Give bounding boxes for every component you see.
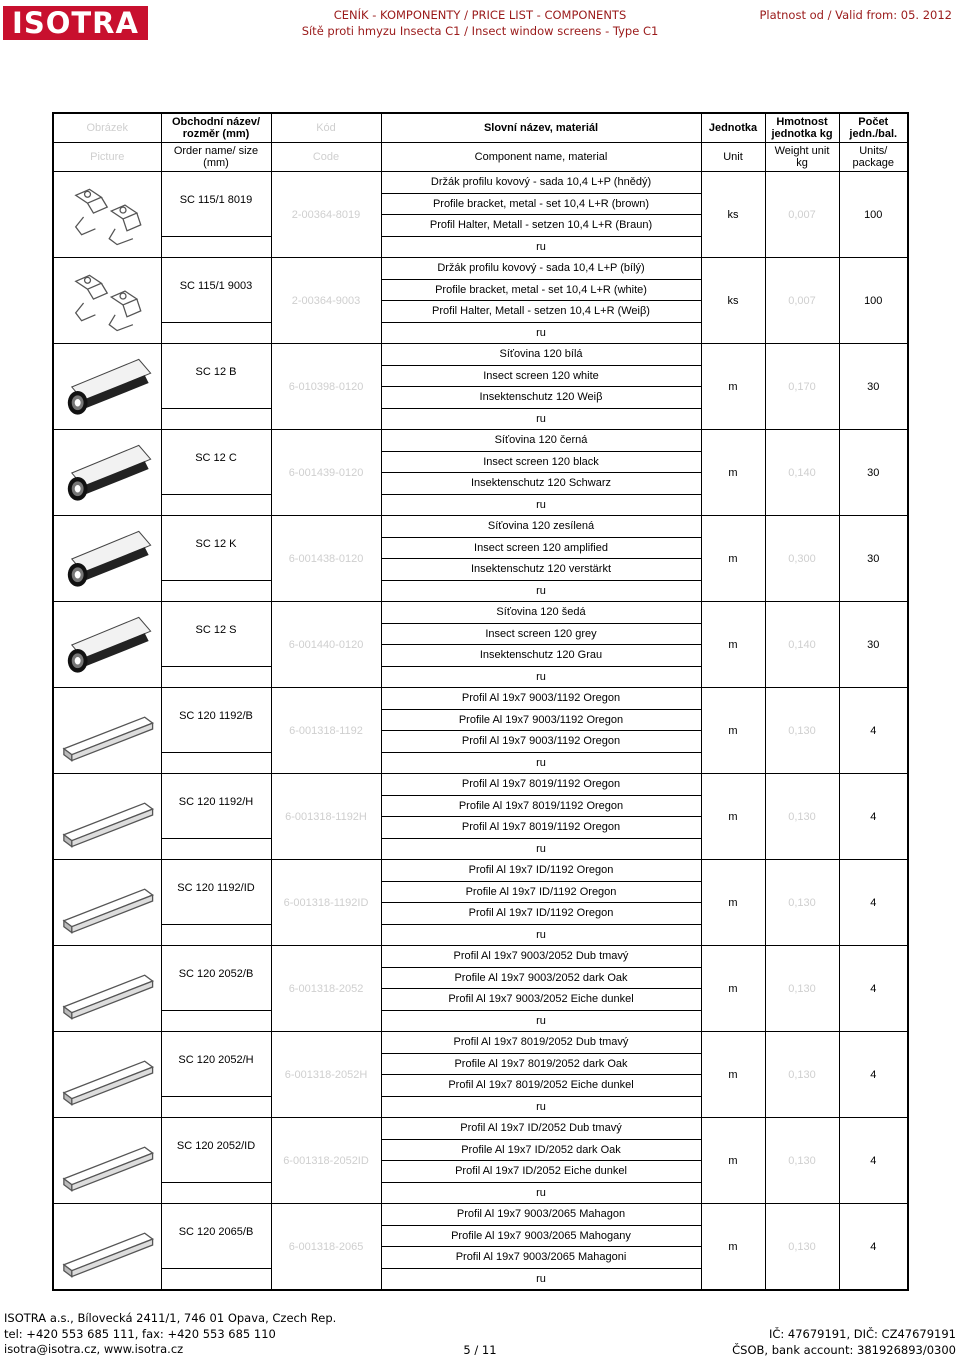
footer-ids: IČ: 47679191, DIČ: CZ47679191 <box>768 1327 956 1341</box>
unit-value: m <box>701 1032 765 1118</box>
weight-value: 0,130 <box>765 688 839 774</box>
order-name-blank <box>161 322 271 344</box>
product-code: 6-001318-2052 <box>271 946 381 1032</box>
weight-value: 0,130 <box>765 946 839 1032</box>
pack-value: 4 <box>839 688 908 774</box>
component-description: Profil Al 19x7 9003/2065 Mahagoni <box>381 1247 701 1269</box>
component-description: Insect screen 120 white <box>381 365 701 387</box>
order-name-blank <box>161 408 271 430</box>
component-description: Profil Al 19x7 9003/1192 Oregon <box>381 731 701 753</box>
component-description: Profil Al 19x7 ID/2052 Eiche dunkel <box>381 1161 701 1183</box>
profile-bar-icon <box>53 1118 161 1204</box>
footer-web: isotra@isotra.cz, www.isotra.cz <box>4 1342 184 1356</box>
product-code: 6-001440-0120 <box>271 602 381 688</box>
component-description: Profil Al 19x7 8019/2052 Dub tmavý <box>381 1032 701 1054</box>
component-description: Insect screen 120 grey <box>381 623 701 645</box>
component-description: Profil Al 19x7 ID/1192 Oregon <box>381 903 701 925</box>
weight-value: 0,140 <box>765 430 839 516</box>
order-name-blank <box>161 1010 271 1032</box>
unit-value: m <box>701 774 765 860</box>
order-name-blank <box>161 924 271 946</box>
table-row <box>53 344 908 366</box>
component-description: Insektenschutz 120 Grau <box>381 645 701 667</box>
mesh-roll-icon <box>53 602 161 688</box>
pack-value: 4 <box>839 946 908 1032</box>
col-order-name-cz: Obchodní název/ rozměr (mm) <box>161 113 271 143</box>
product-code: 2-00364-8019 <box>271 172 381 258</box>
component-description: Profile Al 19x7 8019/1192 Oregon <box>381 795 701 817</box>
pack-value: 100 <box>839 172 908 258</box>
component-description: Insektenschutz 120 Weiβ <box>381 387 701 409</box>
col-unit-en: Unit <box>701 143 765 172</box>
component-description: Profil Halter, Metall - setzen 10,4 L+R (Weiβ) <box>381 301 701 323</box>
page-subtitle: Sítě proti hmyzu Insecta C1 / Insect window screens - Type C1 <box>301 24 659 38</box>
pack-value: 30 <box>839 602 908 688</box>
weight-value: 0,130 <box>765 860 839 946</box>
component-description: Profil Al 19x7 9003/2052 Eiche dunkel <box>381 989 701 1011</box>
order-name: SC 120 1192/ID <box>161 860 271 925</box>
order-name-blank <box>161 580 271 602</box>
weight-value: 0,007 <box>765 258 839 344</box>
valid-from: Platnost od / Valid from: 05. 2012 <box>759 8 952 22</box>
product-code: 6-001318-2052H <box>271 1032 381 1118</box>
order-name: SC 12 S <box>161 602 271 667</box>
order-name: SC 12 B <box>161 344 271 409</box>
component-description: Insect screen 120 black <box>381 451 701 473</box>
weight-value: 0,130 <box>765 1032 839 1118</box>
pack-value: 30 <box>839 430 908 516</box>
weight-value: 0,130 <box>765 1118 839 1204</box>
product-code: 6-001318-1192 <box>271 688 381 774</box>
table-row <box>53 1204 908 1226</box>
unit-value: m <box>701 344 765 430</box>
col-order-name-en: Order name/ size (mm) <box>161 143 271 172</box>
table-row <box>53 430 908 452</box>
footer-contact: tel: +420 553 685 111, fax: +420 553 685 110 <box>4 1326 276 1341</box>
component-description: ru <box>381 1182 701 1204</box>
order-name: SC 120 2065/B <box>161 1204 271 1269</box>
product-code: 6-001318-2065 <box>271 1204 381 1291</box>
table-row <box>53 258 908 280</box>
component-description: Profile Al 19x7 9003/1192 Oregon <box>381 709 701 731</box>
component-description: Síťovina 120 šedá <box>381 602 701 624</box>
component-description: ru <box>381 838 701 860</box>
component-description: Profil Halter, Metall - setzen 10,4 L+R (Braun) <box>381 215 701 237</box>
weight-value: 0,130 <box>765 774 839 860</box>
component-description: ru <box>381 494 701 516</box>
order-name-blank <box>161 666 271 688</box>
unit-value: m <box>701 430 765 516</box>
table-row <box>53 516 908 538</box>
component-description: ru <box>381 322 701 344</box>
order-name-blank <box>161 236 271 258</box>
unit-value: ks <box>701 172 765 258</box>
pack-value: 4 <box>839 860 908 946</box>
profile-bar-icon <box>53 946 161 1032</box>
order-name: SC 120 1192/B <box>161 688 271 753</box>
order-name: SC 120 1192/H <box>161 774 271 839</box>
unit-value: m <box>701 516 765 602</box>
order-name: SC 115/1 9003 <box>161 258 271 323</box>
col-pack-en: Units/ package <box>839 143 908 172</box>
page-number: 5 / 11 <box>463 1343 497 1357</box>
component-description: ru <box>381 752 701 774</box>
component-description: ru <box>381 408 701 430</box>
profile-bar-icon <box>53 1032 161 1118</box>
component-description: ru <box>381 1268 701 1290</box>
component-description: Profile Al 19x7 9003/2065 Mahogany <box>381 1225 701 1247</box>
weight-value: 0,130 <box>765 1204 839 1291</box>
order-name: SC 115/1 8019 <box>161 172 271 237</box>
component-description: Profile bracket, metal - set 10,4 L+R (brown) <box>381 193 701 215</box>
col-code-en: Code <box>271 143 381 172</box>
weight-value: 0,300 <box>765 516 839 602</box>
table-row <box>53 946 908 968</box>
component-description: Síťovina 120 černá <box>381 430 701 452</box>
col-component-name-en: Component name, material <box>381 143 701 172</box>
component-description: Profil Al 19x7 9003/1192 Oregon <box>381 688 701 710</box>
component-description: Profile Al 19x7 9003/2052 dark Oak <box>381 967 701 989</box>
order-name-blank <box>161 1182 271 1204</box>
component-description: ru <box>381 236 701 258</box>
unit-value: m <box>701 946 765 1032</box>
component-description: Síťovina 120 zesílená <box>381 516 701 538</box>
unit-value: ks <box>701 258 765 344</box>
isotra-logo: ISOTRA <box>3 6 148 40</box>
profile-bar-icon <box>53 1204 161 1291</box>
weight-value: 0,140 <box>765 602 839 688</box>
col-unit-cz: Jednotka <box>701 113 765 143</box>
component-description: ru <box>381 924 701 946</box>
table-row <box>53 860 908 882</box>
product-code: 6-010398-0120 <box>271 344 381 430</box>
pack-value: 4 <box>839 1204 908 1291</box>
order-name-blank <box>161 1268 271 1290</box>
component-description: ru <box>381 1096 701 1118</box>
component-description: Profile bracket, metal - set 10,4 L+R (white) <box>381 279 701 301</box>
unit-value: m <box>701 688 765 774</box>
mesh-roll-icon <box>53 516 161 602</box>
pack-value: 4 <box>839 1032 908 1118</box>
footer-ids-block <box>732 1327 956 1358</box>
profile-bar-icon <box>53 860 161 946</box>
page-title: CENÍK - KOMPONENTY / PRICE LIST - COMPONENTS <box>333 8 627 22</box>
header-row-cz <box>53 113 908 143</box>
product-code: 6-001318-2052ID <box>271 1118 381 1204</box>
component-description: Profil Al 19x7 ID/2052 Dub tmavý <box>381 1118 701 1140</box>
weight-value: 0,007 <box>765 172 839 258</box>
order-name: SC 120 2052/H <box>161 1032 271 1097</box>
component-description: ru <box>381 666 701 688</box>
pack-value: 30 <box>839 344 908 430</box>
col-weight-en: Weight unit kg <box>765 143 839 172</box>
col-code-cz: Kód <box>271 113 381 143</box>
component-description: Síťovina 120 bílá <box>381 344 701 366</box>
component-description: Profil Al 19x7 8019/1192 Oregon <box>381 774 701 796</box>
product-code: 6-001439-0120 <box>271 430 381 516</box>
table-row <box>53 1032 908 1054</box>
component-description: Držák profilu kovový - sada 10,4 L+P (bílý) <box>381 258 701 280</box>
unit-value: m <box>701 860 765 946</box>
order-name: SC 12 C <box>161 430 271 495</box>
profile-bar-icon <box>53 774 161 860</box>
order-name-blank <box>161 752 271 774</box>
order-name: SC 120 2052/B <box>161 946 271 1011</box>
weight-value: 0,170 <box>765 344 839 430</box>
component-description: ru <box>381 1010 701 1032</box>
mesh-roll-icon <box>53 344 161 430</box>
table-row <box>53 774 908 796</box>
footer-bank: ČSOB, bank account: 381926893/0300 <box>732 1342 956 1357</box>
table-row <box>53 688 908 710</box>
component-description: Insect screen 120 amplified <box>381 537 701 559</box>
component-description: Profil Al 19x7 8019/1192 Oregon <box>381 817 701 839</box>
footer-company: ISOTRA a.s., Bílovecká 2411/1, 746 01 Opava, Czech Rep. <box>4 1311 337 1325</box>
component-description: Profil Al 19x7 ID/1192 Oregon <box>381 860 701 882</box>
product-code: 2-00364-9003 <box>271 258 381 344</box>
order-name-blank <box>161 494 271 516</box>
bracket-icon <box>53 172 161 258</box>
unit-value: m <box>701 1118 765 1204</box>
component-description: Profile Al 19x7 ID/2052 dark Oak <box>381 1139 701 1161</box>
col-weight-cz: Hmotnost jednotka kg <box>765 113 839 143</box>
unit-value: m <box>701 602 765 688</box>
col-picture-en: Picture <box>53 143 161 172</box>
bracket-icon <box>53 258 161 344</box>
pack-value: 30 <box>839 516 908 602</box>
pack-value: 4 <box>839 1118 908 1204</box>
component-description: Insektenschutz 120 Schwarz <box>381 473 701 495</box>
component-description: Profil Al 19x7 9003/2065 Mahagon <box>381 1204 701 1226</box>
pack-value: 4 <box>839 774 908 860</box>
price-table <box>52 112 909 1291</box>
component-description: Profil Al 19x7 8019/2052 Eiche dunkel <box>381 1075 701 1097</box>
component-description: Držák profilu kovový - sada 10,4 L+P (hnědý) <box>381 172 701 194</box>
profile-bar-icon <box>53 688 161 774</box>
order-name: SC 120 2052/ID <box>161 1118 271 1183</box>
col-picture-cz: Obrázek <box>53 113 161 143</box>
pack-value: 100 <box>839 258 908 344</box>
order-name-blank <box>161 838 271 860</box>
header-row-en <box>53 143 908 172</box>
col-component-name-cz: Slovní název, materiál <box>381 113 701 143</box>
table-row <box>53 1118 908 1140</box>
order-name-blank <box>161 1096 271 1118</box>
component-description: Profile Al 19x7 ID/1192 Oregon <box>381 881 701 903</box>
mesh-roll-icon <box>53 430 161 516</box>
component-description: ru <box>381 580 701 602</box>
product-code: 6-001318-1192ID <box>271 860 381 946</box>
table-row <box>53 602 908 624</box>
component-description: Insektenschutz 120 verstärkt <box>381 559 701 581</box>
order-name: SC 12 K <box>161 516 271 581</box>
table-row <box>53 172 908 194</box>
col-pack-cz: Počet jedn./bal. <box>839 113 908 143</box>
product-code: 6-001438-0120 <box>271 516 381 602</box>
component-description: Profile Al 19x7 8019/2052 dark Oak <box>381 1053 701 1075</box>
component-description: Profil Al 19x7 9003/2052 Dub tmavý <box>381 946 701 968</box>
product-code: 6-001318-1192H <box>271 774 381 860</box>
unit-value: m <box>701 1204 765 1291</box>
